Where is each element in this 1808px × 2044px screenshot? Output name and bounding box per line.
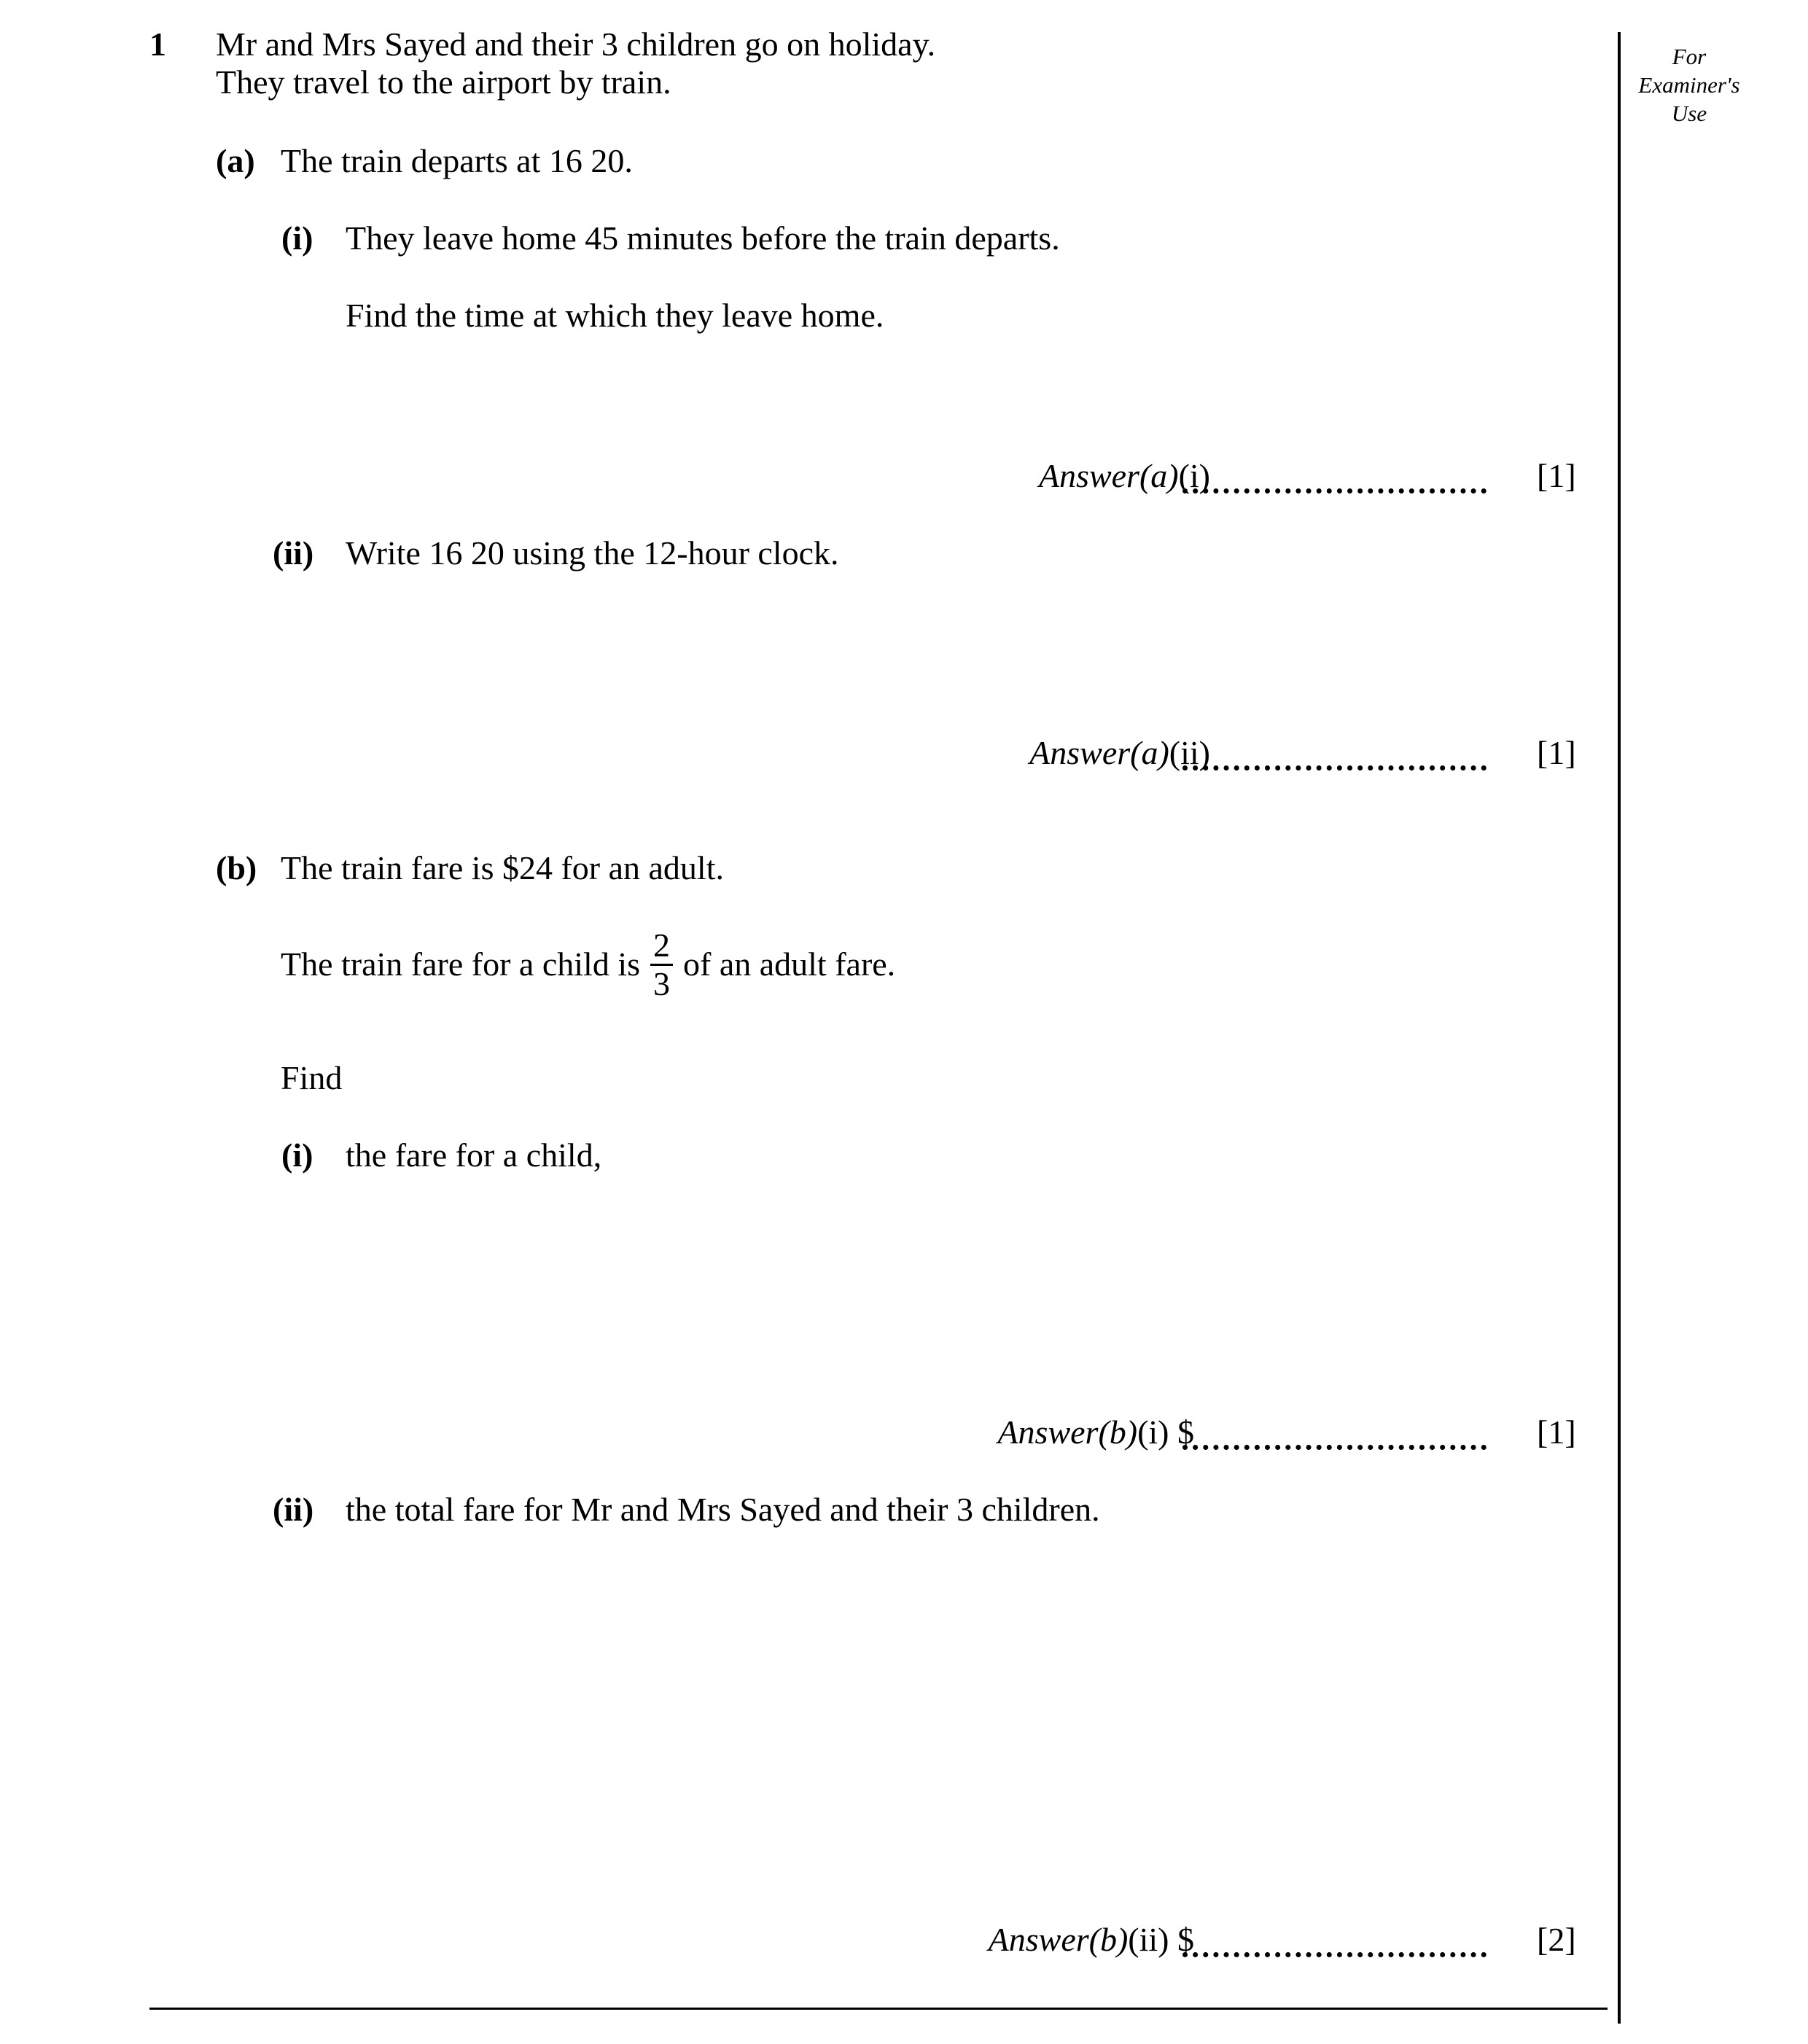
part-b-text2-before: The train fare for a child is xyxy=(281,945,640,983)
part-a-label: (a) xyxy=(216,142,255,179)
fraction-denominator: 3 xyxy=(653,965,670,1002)
question-intro-line1: Mr and Mrs Sayed and their 3 children go on holiday. xyxy=(216,26,936,63)
answer-b-i-marks: [1] xyxy=(1537,1413,1576,1451)
part-a-i-text2: Find the time at which they leave home. xyxy=(346,297,884,334)
part-a-ii-text: Write 16 20 using the 12-hour clock. xyxy=(346,534,839,572)
examiner-heading-line3: Use xyxy=(1671,101,1707,126)
part-b-text2 xyxy=(281,927,896,1005)
answer-b-i-rest: (i) $ xyxy=(1137,1413,1194,1451)
part-a-text: The train departs at 16 20. xyxy=(281,142,633,179)
part-b-label: (b) xyxy=(216,849,257,886)
answer-b-ii-marks: [2] xyxy=(1537,1921,1576,1958)
answer-a-i-marks: [1] xyxy=(1537,457,1576,494)
answer-b-i-dotted-line[interactable] xyxy=(1182,1445,1486,1450)
examiner-heading-line2: Examiner's xyxy=(1638,72,1740,98)
examiner-heading-line1: For xyxy=(1672,44,1707,69)
page-bottom-rule xyxy=(149,2008,1608,2010)
answer-a-ii-rest: (ii) xyxy=(1169,734,1210,771)
question-number: 1 xyxy=(149,26,166,63)
examiner-column-rule xyxy=(1618,32,1621,2024)
answer-b-ii-italic: Answer(b) xyxy=(988,1921,1129,1958)
part-a-i-text1: They leave home 45 minutes before the train departs. xyxy=(346,219,1060,257)
answer-a-i-italic: Answer(a) xyxy=(1038,457,1179,494)
part-b-find: Find xyxy=(281,1059,343,1096)
answer-a-ii-dotted-line[interactable] xyxy=(1182,765,1486,771)
part-b-ii-label: (ii) xyxy=(273,1491,314,1528)
answer-a-ii-italic: Answer(a) xyxy=(1029,734,1169,771)
fraction-two-thirds xyxy=(650,927,673,1002)
part-b-text2-after: of an adult fare. xyxy=(683,945,896,983)
part-a-ii-label: (ii) xyxy=(273,534,314,572)
answer-a-ii-marks: [1] xyxy=(1537,734,1576,771)
fraction-numerator: 2 xyxy=(650,927,673,966)
answer-b-ii-label xyxy=(989,1920,1194,1959)
part-a-i-label: (i) xyxy=(281,219,313,257)
answer-b-ii-rest: (ii) $ xyxy=(1128,1921,1194,1958)
part-b-ii-text: the total fare for Mr and Mrs Sayed and their 3 children. xyxy=(346,1491,1100,1528)
examiner-use-heading xyxy=(1620,42,1758,128)
answer-a-i-rest: (i) xyxy=(1178,457,1210,494)
part-b-i-label: (i) xyxy=(281,1136,313,1174)
answer-b-ii-dotted-line[interactable] xyxy=(1182,1952,1486,1957)
answer-b-i-italic: Answer(b) xyxy=(997,1413,1138,1451)
answer-a-i-dotted-line[interactable] xyxy=(1182,488,1486,494)
question-intro-line2: They travel to the airport by train. xyxy=(216,63,671,101)
answer-b-i-label xyxy=(997,1413,1194,1452)
part-b-text1: The train fare is $24 for an adult. xyxy=(281,849,724,886)
part-b-i-text: the fare for a child, xyxy=(346,1136,602,1174)
